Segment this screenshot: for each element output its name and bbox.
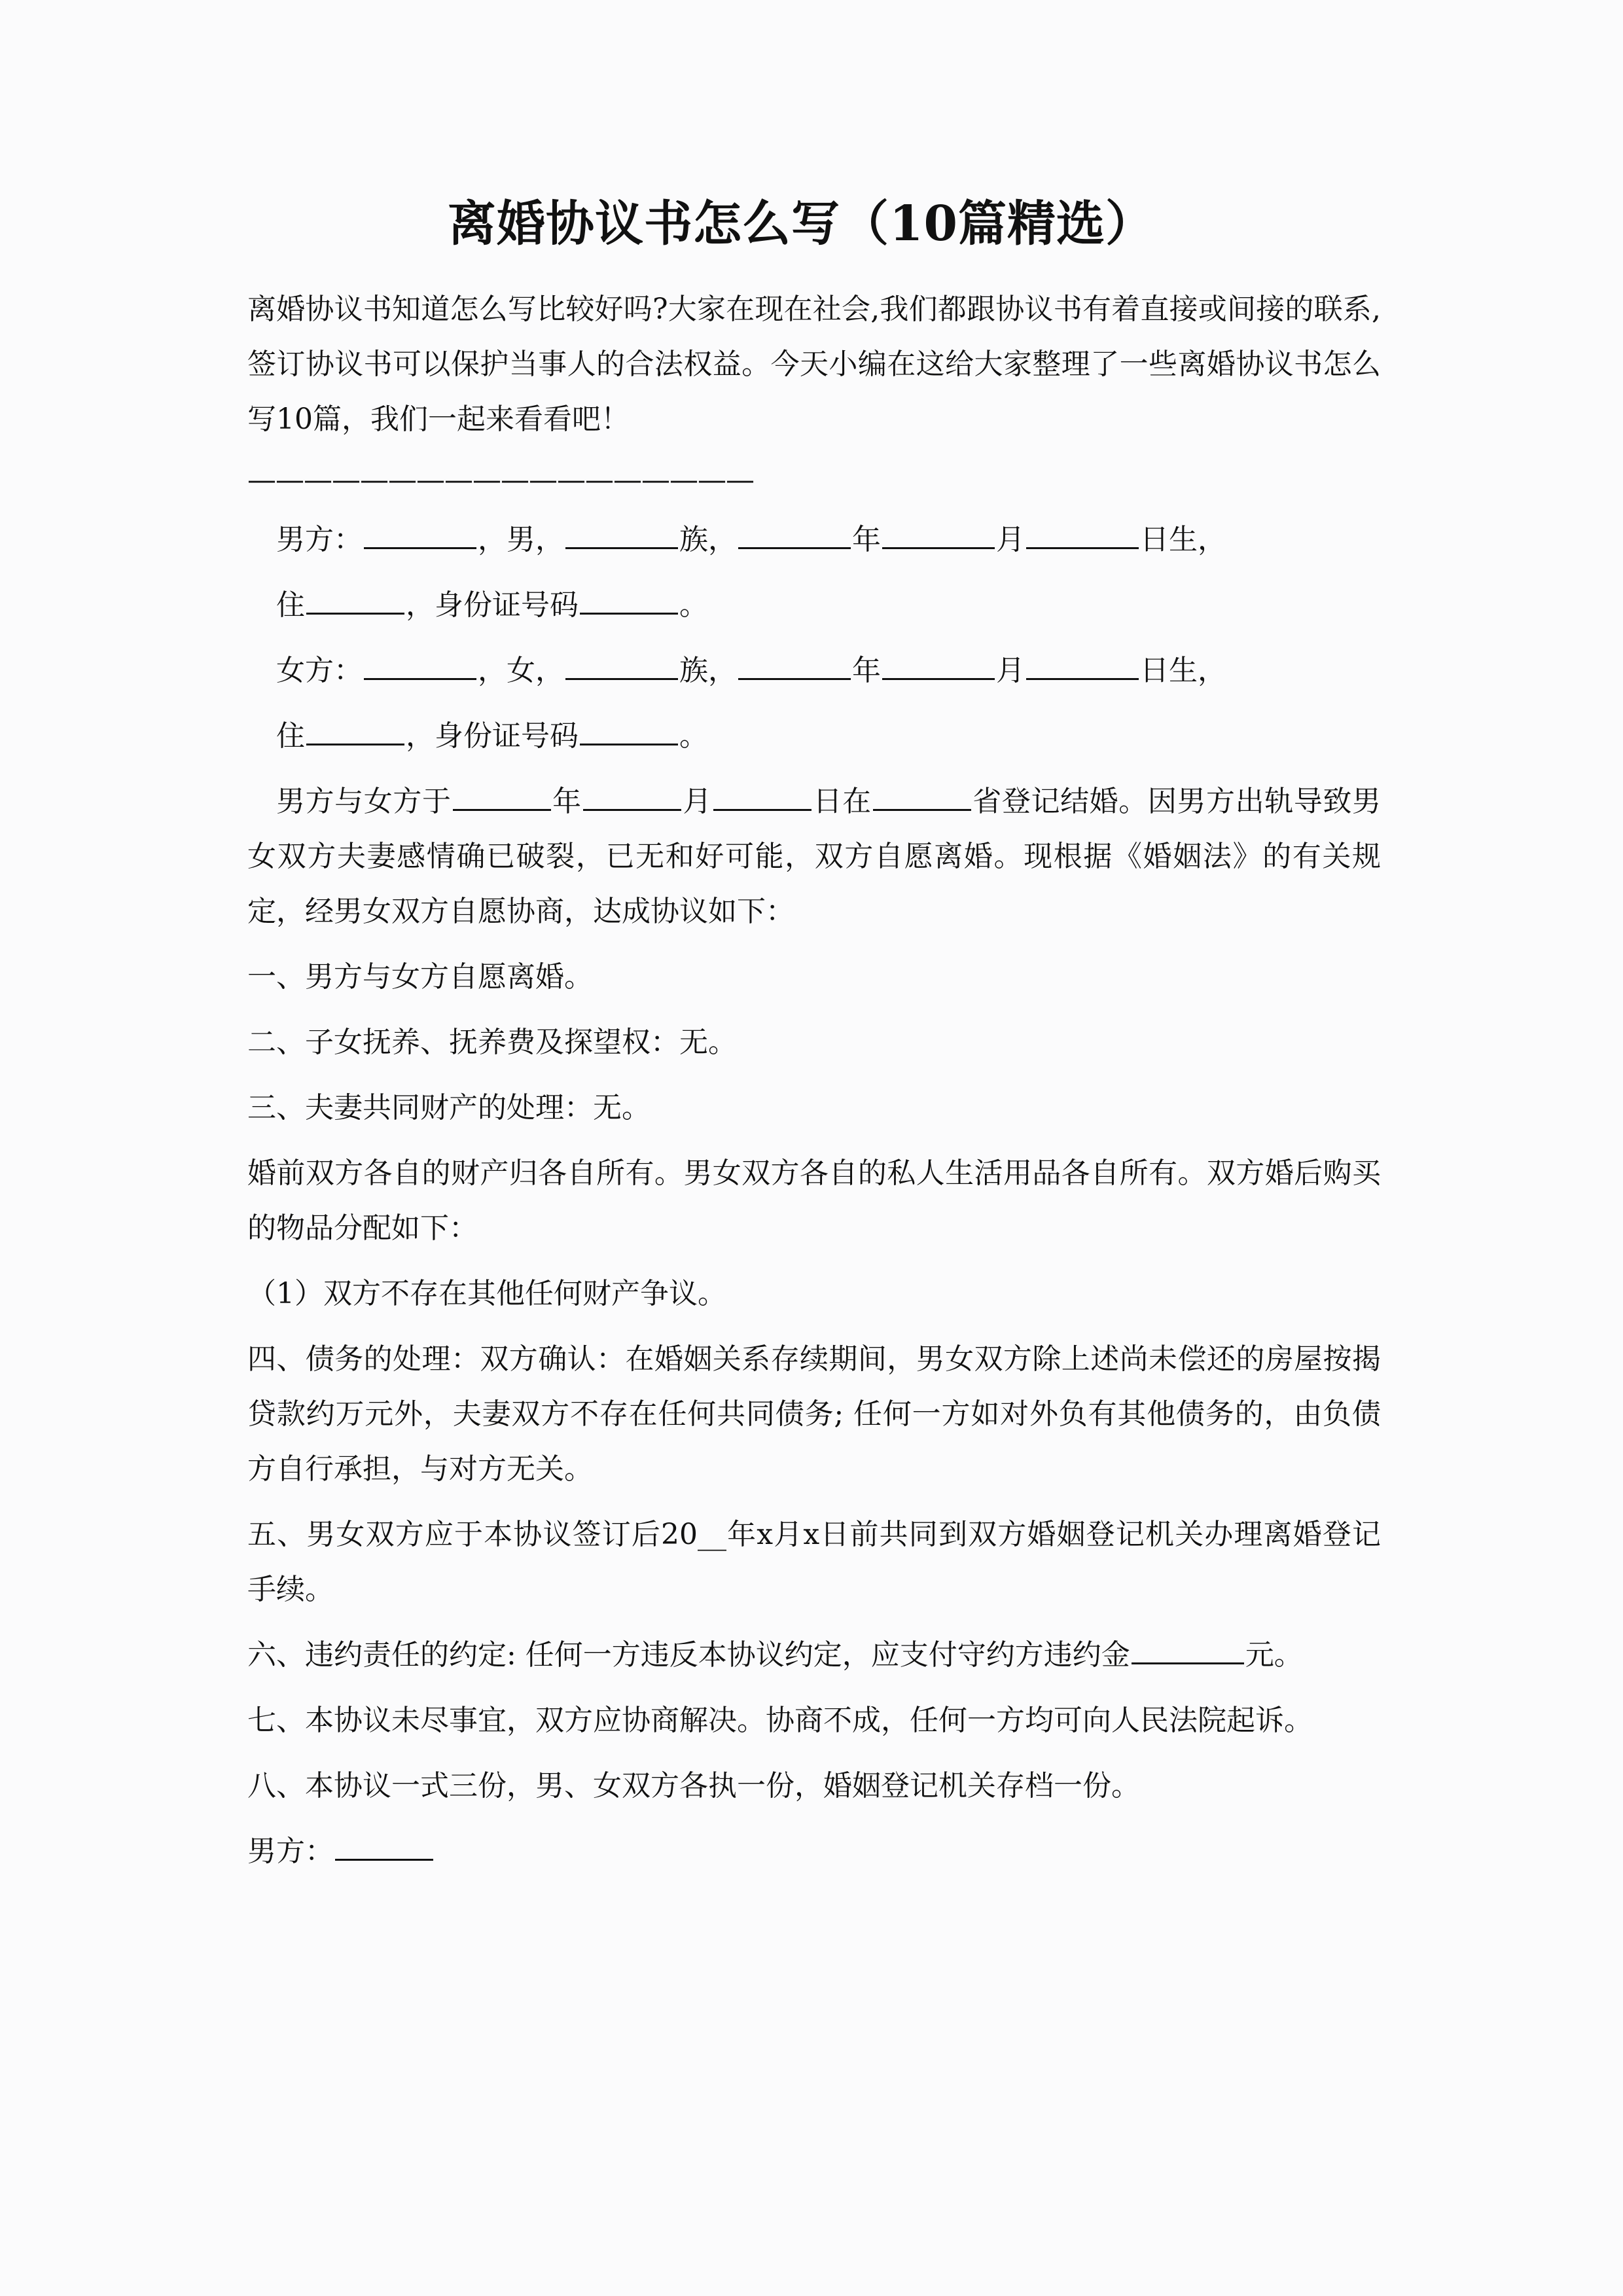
female-party-line-2 — [247, 709, 1381, 764]
clause-six-tail: 元。 — [1245, 1638, 1303, 1672]
female-ethnicity-blank[interactable] — [565, 652, 678, 680]
male-birth-day-blank[interactable] — [1026, 521, 1139, 549]
male-birth-year-blank[interactable] — [738, 521, 851, 549]
page-title: 离婚协议书怎么写（10篇精选） — [448, 196, 1154, 252]
signature-male-line — [247, 1824, 1381, 1879]
penalty-amount-blank[interactable] — [1132, 1636, 1244, 1664]
female-gender-text: ，女， — [478, 654, 564, 688]
male-party-line-1 — [247, 512, 1381, 567]
clause-three: 三、夫妻共同财产的处理：无。 — [247, 1091, 651, 1125]
male-id-blank[interactable] — [580, 586, 678, 615]
female-name-blank[interactable] — [364, 652, 476, 680]
clause-seven: 七、本协议未尽事宜，双方应协商解决。协商不成，任何一方均可向人民法院起诉。 — [247, 1704, 1313, 1738]
female-birth-day-blank[interactable] — [1026, 652, 1139, 680]
male-name-blank[interactable] — [364, 521, 476, 549]
female-party-line-1 — [247, 643, 1381, 698]
marriage-month-blank[interactable] — [583, 783, 681, 811]
female-id-label: ，身份证号码 — [406, 719, 579, 753]
marriage-day-label: 日在 — [812, 785, 872, 819]
female-line2-end: 。 — [679, 719, 708, 753]
male-month-label: 月 — [996, 523, 1025, 557]
female-residence-blank[interactable] — [306, 717, 404, 745]
male-residence-blank[interactable] — [306, 586, 404, 615]
male-birth-month-blank[interactable] — [882, 521, 995, 549]
clause-eight: 八、本协议一式三份，男、女双方各执一份，婚姻登记机关存档一份。 — [247, 1769, 1140, 1803]
clause-one: 一、男方与女方自愿离婚。 — [247, 960, 593, 994]
male-line2-end: 。 — [679, 588, 708, 622]
marriage-year-label: 年 — [552, 785, 582, 819]
clause-six — [247, 1628, 1381, 1683]
female-id-blank[interactable] — [580, 717, 678, 745]
female-birth-month-blank[interactable] — [882, 652, 995, 680]
female-residence-label: 住 — [276, 719, 305, 753]
property-detail-paragraph: 婚前双方各自的财产归各自所有。男女双方各自的私人生活用品各自所有。双方婚后购买的物品分配如下： — [247, 1157, 1381, 1246]
male-ethnicity-label: 族， — [679, 523, 737, 557]
signature-male-blank[interactable] — [335, 1833, 433, 1861]
female-name-label: 女方： — [276, 654, 363, 688]
male-name-label: 男方： — [276, 523, 363, 557]
marriage-province-blank[interactable] — [873, 783, 971, 811]
male-id-label: ，身份证号码 — [406, 588, 579, 622]
clause-five: 五、男女双方应于本协议签订后20__年x月x日前共同到双方婚姻登记机关办理离婚登记手续。 — [247, 1518, 1381, 1607]
male-ethnicity-blank[interactable] — [565, 521, 678, 549]
marriage-year-blank[interactable] — [453, 783, 551, 811]
marriage-lead-text: 男方与女方于 — [276, 785, 452, 819]
female-month-label: 月 — [996, 654, 1025, 688]
marriage-month-label: 月 — [682, 785, 712, 819]
female-birth-year-blank[interactable] — [738, 652, 851, 680]
male-residence-label: 住 — [276, 588, 305, 622]
clause-four: 四、债务的处理：双方确认：在婚姻关系存续期间，男女双方除上述尚未偿还的房屋按揭贷款约万元外，夫妻双方不存在任何共同债务; 任何一方如对外负有其他债务的，由负债方自行承担，与对方无关。 — [247, 1342, 1381, 1486]
male-year-label: 年 — [852, 523, 881, 557]
male-party-line-2 — [247, 578, 1381, 633]
marriage-tail-text: 省登记结婚。因男方出轨导致男女双方夫妻感情确已破裂，已无和好可能，双方自愿离婚。现根据《婚姻法》的有关规定，经男女双方自愿协商，达成协议如下： — [247, 785, 1382, 929]
clause-two: 二、子女抚养、抚养费及探望权：无。 — [247, 1026, 737, 1060]
marriage-registration-paragraph — [247, 774, 1381, 939]
intro-paragraph: 离婚协议书知道怎么写比较好吗?大家在现在社会,我们都跟协议书有着直接或间接的联系,签订协议书可以保护当事人的合法权益。今天小编在这给大家整理了一些离婚协议书怎么写10篇，我们一起来看看吧！ — [247, 293, 1381, 437]
property-subclause-one: （1）双方不存在其他任何财产争议。 — [247, 1277, 726, 1311]
marriage-day-blank[interactable] — [713, 783, 812, 811]
signature-male-label: 男方： — [247, 1835, 334, 1869]
section-separator: —————————————————— — [247, 463, 754, 497]
female-day-label: 日生， — [1140, 654, 1226, 688]
clause-six-lead: 六、违约责任的约定: 任何一方违反本协议约定，应支付守约方违约金 — [247, 1638, 1130, 1672]
male-gender-text: ，男， — [478, 523, 564, 557]
male-day-label: 日生， — [1140, 523, 1226, 557]
female-ethnicity-label: 族， — [679, 654, 737, 688]
female-year-label: 年 — [852, 654, 881, 688]
